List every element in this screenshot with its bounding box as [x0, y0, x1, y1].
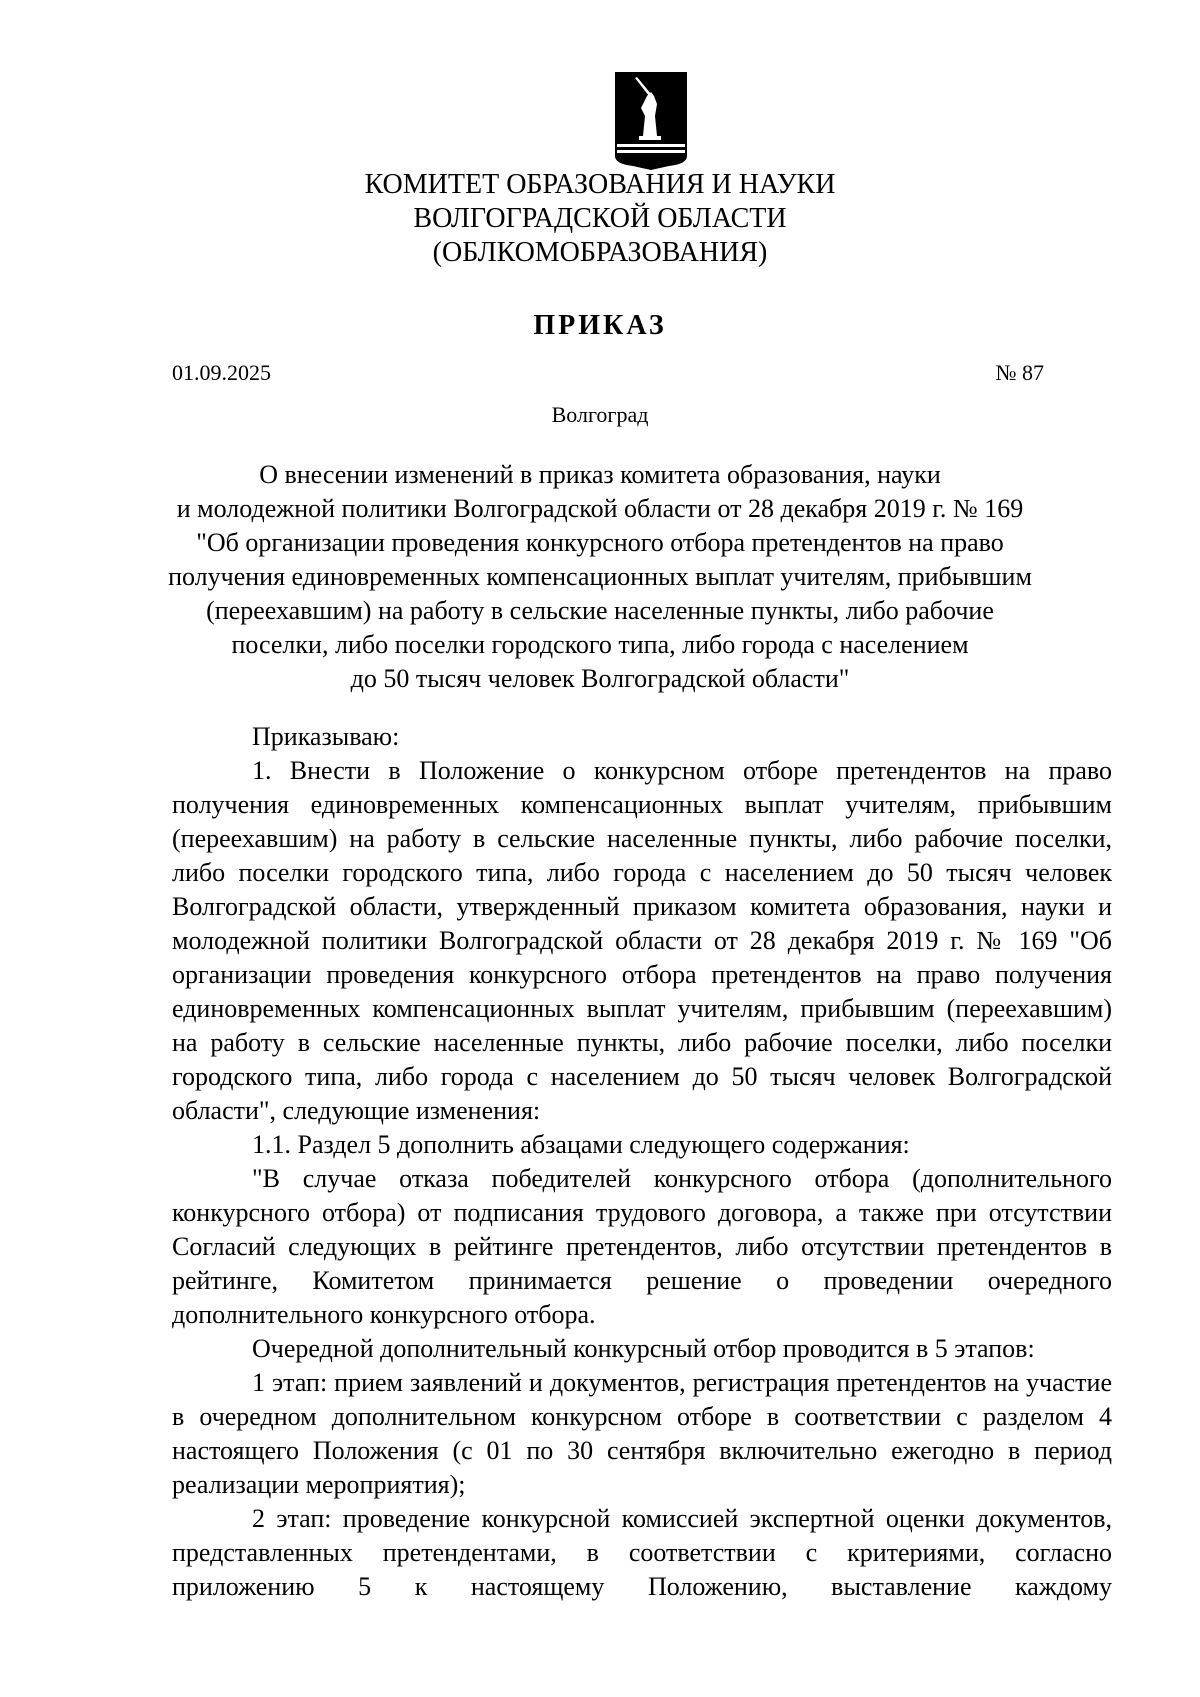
subject-line: и молодежной политики Волгоградской области от 28 декабря 2019 г. № 169 [176, 494, 1024, 523]
paragraph-1: 1. Внести в Положение о конкурсном отборе претендентов на право получения единовременных компенсационных выплат учителям, прибывшим (переехавшим) на работу в сельские населенные пункты, либо рабочие поселки, либо поселки городского типа, либо города с населением до 50 тысяч человек Волгоградской области, утвержденный приказом комитета образования, науки и молодежной политики Волгоградской области от 28 декабря 2019 г. № 169 "Об организации проведения конкурсного отбора претендентов на право получения единовременных компенсационных выплат учителям, прибывшим (переехавшим) на работу в сельские населенные пункты, либо рабочие поселки, либо поселки городского типа, либо города с населением до 50 тысяч человек Волгоградской области", следующие изменения: [172, 756, 1112, 1125]
subject-line: получения единовременных компенсационных выплат учителям, прибывшим [168, 562, 1032, 591]
order-preamble: Приказываю: [252, 722, 400, 751]
document-subject [0, 458, 1200, 696]
subject-line: до 50 тысяч человек Волгоградской области" [350, 664, 850, 693]
subject-line: (переехавшим) на работу в сельские населенные пункты, либо рабочие [206, 596, 994, 625]
coat-of-arms-emblem [613, 70, 689, 172]
paragraph-stage-1: 1 этап: прием заявлений и документов, регистрация претендентов на участие в очередном дополнительном конкурсном отборе в соответствии с разделом 4 настоящего Положения (с 01 по 30 сентября включительно ежегодно в период реализации мероприятия); [172, 1368, 1112, 1499]
subject-line: О внесении изменений в приказ комитета образования, науки [259, 460, 941, 489]
document-city: Волгоград [551, 402, 649, 427]
org-name-line-1: КОМИТЕТ ОБРАЗОВАНИЯ И НАУКИ [364, 169, 836, 200]
quoted-paragraph: "В случае отказа победителей конкурсного отбора (дополнительного конкурсного отбора) от подписания трудового договора, а также при отсутствии Согласий следующих в рейтинге претендентов, либо отсутствии претендентов в рейтинге, Комитетом принимается решение о проведении очередного дополнительного конкурсного отбора. [172, 1164, 1112, 1329]
document-date: 01.09.2025 [172, 360, 271, 385]
document-number: № 87 [995, 360, 1044, 385]
org-name-line-3: (ОБЛКОМОБРАЗОВАНИЯ) [432, 237, 768, 268]
paragraph-stage-2: 2 этап: проведение конкурсной комиссией экспертной оценки документов, представленных претендентами, в соответствии с критериями, согласно приложению 5 к настоящему Положению, выставление каждому [172, 1504, 1112, 1601]
subject-line: поселки, либо поселки городского типа, либо города с населением [231, 630, 969, 659]
document-body [172, 720, 1112, 1604]
document-type-title: ПРИКАЗ [533, 310, 667, 341]
paragraph-1-1: 1.1. Раздел 5 дополнить абзацами следующего содержания: [252, 1130, 910, 1159]
org-name-line-2: ВОЛГОГРАДСКОЙ ОБЛАСТИ [413, 203, 787, 234]
subject-line: "Об организации проведения конкурсного отбора претендентов на право [196, 528, 1004, 557]
paragraph-stages-intro: Очередной дополнительный конкурсный отбор проводится в 5 этапов: [252, 1334, 1035, 1363]
